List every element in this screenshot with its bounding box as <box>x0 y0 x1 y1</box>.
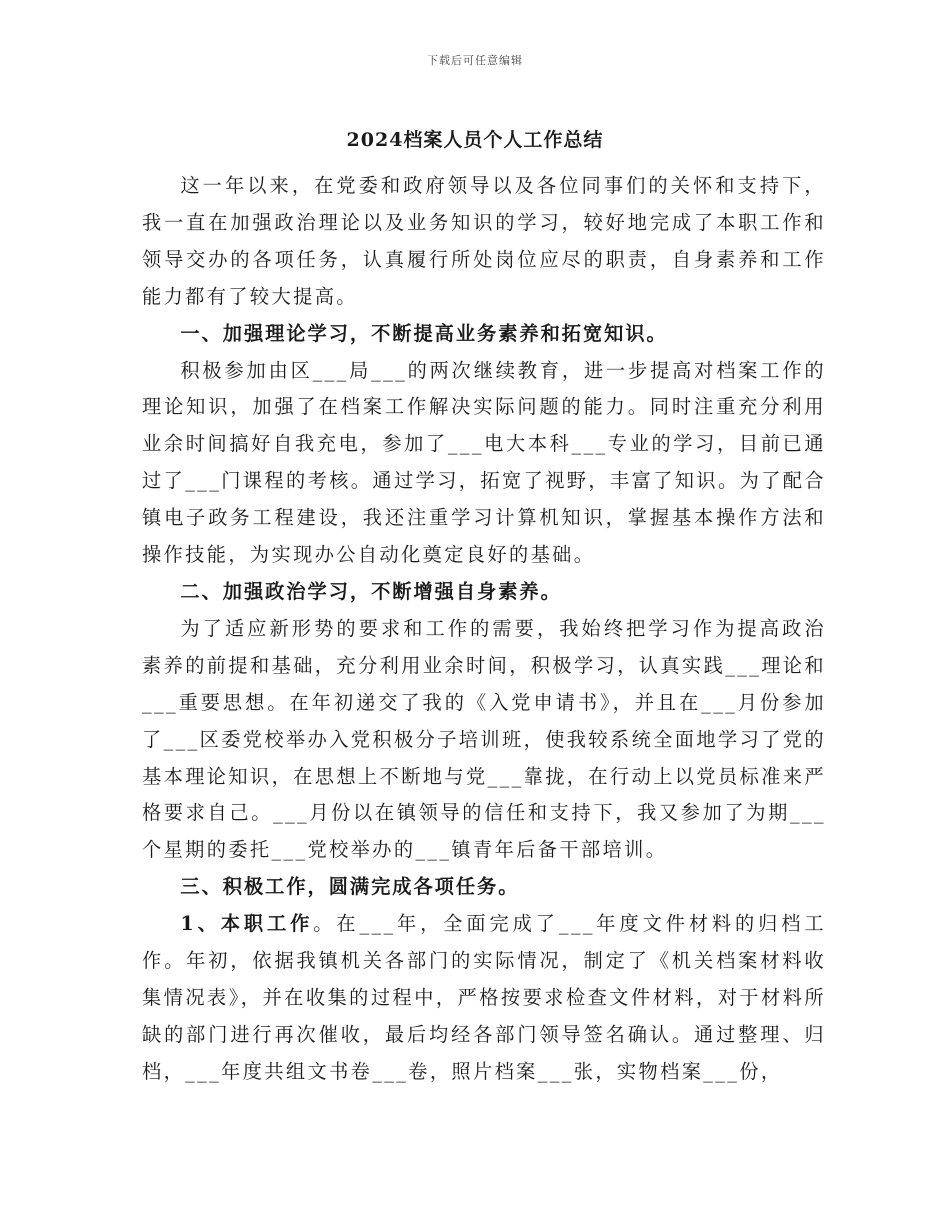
section-3-heading: 三、积极工作，圆满完成各项任务。 <box>180 875 520 899</box>
intro-paragraph: 这一年以来，在党委和政府领导以及各位同事们的关怀和支持下，我一直在加强政治理论以及业务知识的学习，较好地完成了本职工作和领导交办的各项任务，认真履行所处岗位应尽的职责，自身素养和工作能力都有了较大提高。 <box>142 174 826 308</box>
page-header-note: 下载后可任意编辑 <box>427 54 523 67</box>
section-3-item-1 <box>142 906 826 1091</box>
section-2-paragraph: 为了适应新形势的要求和工作的需要，我始终把学习作为提高政治素养的前提和基础，充分利用业余时间，积极学习，认真实践___理论和___重要思想。在年初递交了我的《入党申请书》，并且在___月份参加了___区委党校举办入党积极分子培训班，使我较系统全面地学习了党的基本理论知识，在思想上不断地与党___靠拢，在行动上以党员标准来严格要求自己。___月份以在镇领导的信任和支持下，我又参加了为期___个星期的委托___党校举办的___镇青年后备干部培训。 <box>142 616 826 862</box>
section-1-heading: 一、加强理论学习，不断提高业务素养和拓宽知识。 <box>180 321 668 345</box>
section-3-item-1-lead: 1、本职工作 <box>180 912 314 936</box>
section-1-paragraph: 积极参加由区___局___的两次继续教育，进一步提高对档案工作的理论知识，加强了在档案工作解决实际问题的能力。同时注重充分利用业余时间搞好自我充电，参加了___电大本科___专业的学习，目前已通过了___门课程的考核。通过学习，拓宽了视野，丰富了知识。为了配合镇电子政务工程建设，我还注重学习计算机知识，掌握基本操作方法和操作技能，为实现办公自动化奠定良好的基础。 <box>142 358 826 567</box>
document-title: 2024档案人员个人工作总结 <box>346 129 604 151</box>
section-3-item-1-text: 。在___年，全面完成了___年度文件材料的归档工作。年初，依据我镇机关各部门的实际情况，制定了《机关档案材料收集情况表》，并在收集的过程中，严格按要求检查文件材料，对于材料所缺的部门进行再次催收，最后均经各部门领导签名确认。通过整理、归档，___年度共组文书卷___卷，照片档案___张，实物档案___份， <box>142 912 826 1083</box>
section-2-heading: 二、加强政治学习，不断增强自身素养。 <box>180 579 562 603</box>
document-body <box>142 168 826 1091</box>
